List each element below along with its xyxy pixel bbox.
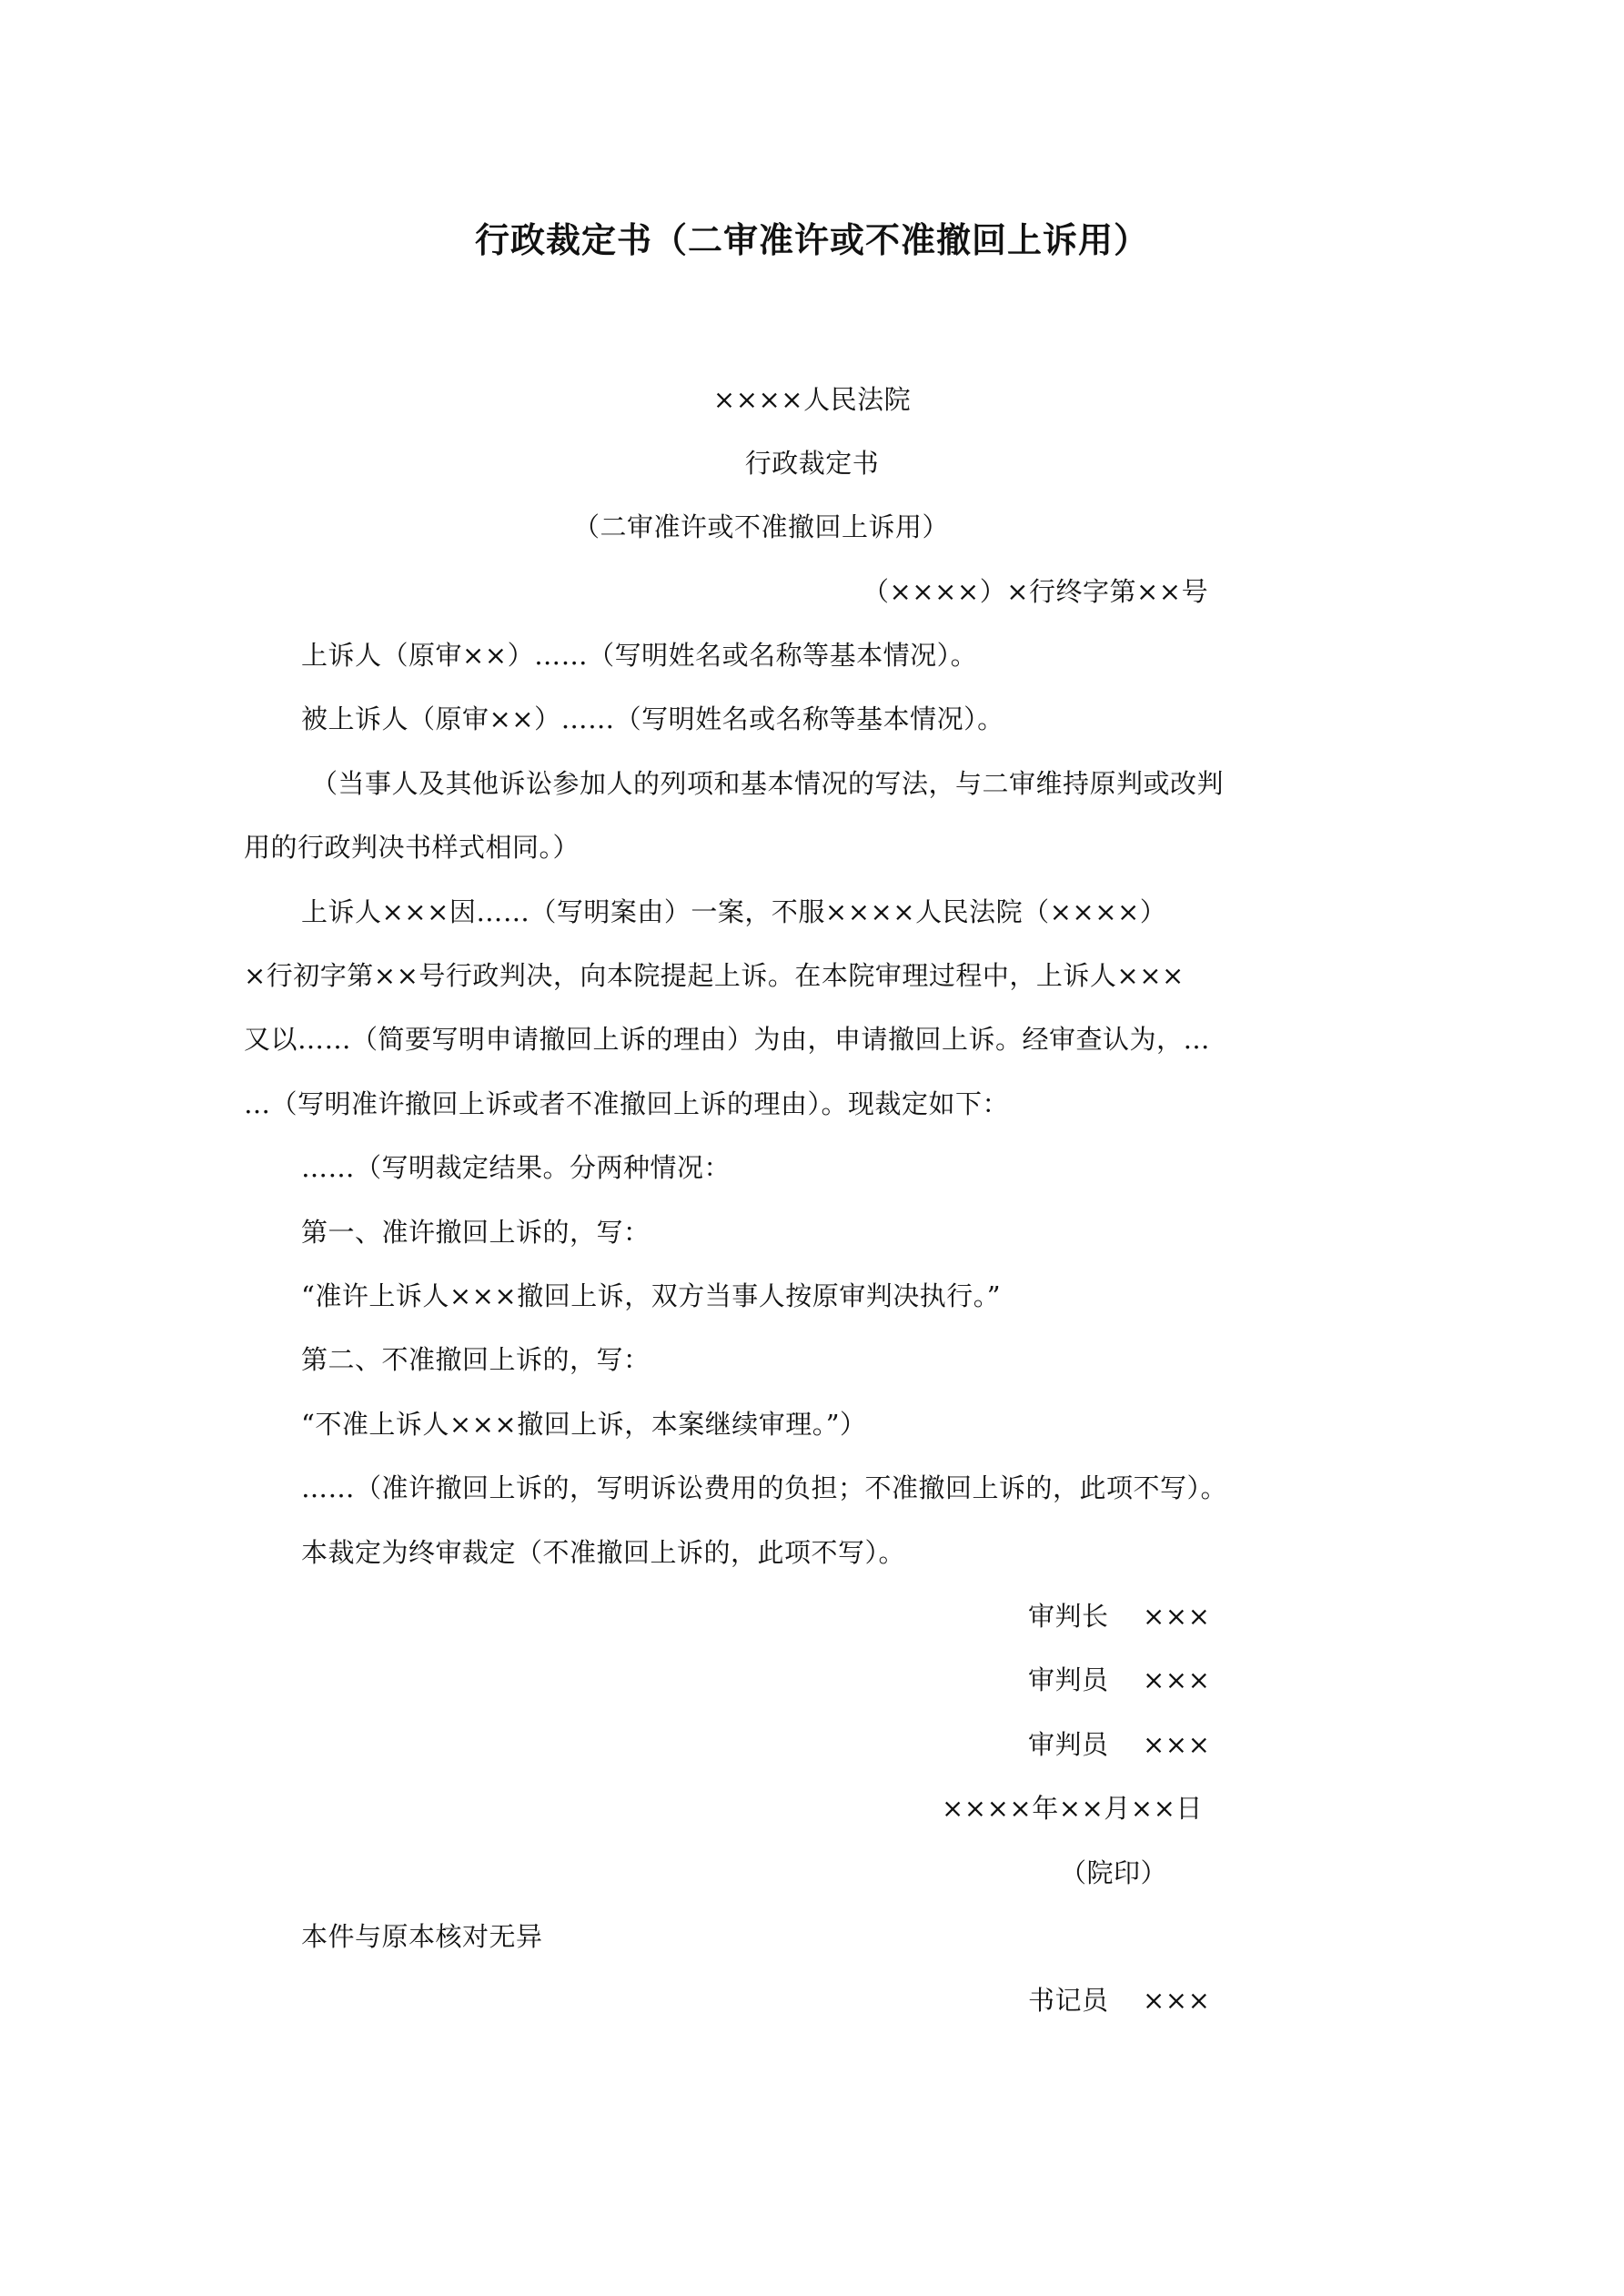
- facts-line-4: …（写明准许撤回上诉或者不准撤回上诉的理由）。现裁定如下：: [244, 1088, 1010, 1119]
- doc-usage: （二审准许或不准撤回上诉用）: [573, 511, 950, 542]
- ruling-date: ××××年××月××日: [942, 1793, 1203, 1824]
- facts-line-3: 又以……（简要写明申请撤回上诉的理由）为由，申请撤回上诉。经审查认为，…: [244, 1024, 1211, 1055]
- document-title: 行政裁定书（二审准许或不准撤回上诉用）: [474, 220, 1149, 260]
- ruling-costs: ……（准许撤回上诉的，写明诉讼费用的负担；不准撤回上诉的，此项不写）。: [301, 1472, 1228, 1503]
- ruling-intro: ……（写明裁定结果。分两种情况：: [301, 1152, 731, 1183]
- clerk-name: ×××: [1143, 1985, 1211, 2016]
- case-number: （××××）×行终字第××号: [862, 576, 1209, 607]
- ruling-finality: 本裁定为终审裁定（不准撤回上诉的，此项不写）。: [301, 1537, 906, 1568]
- appellee-line: 被上诉人（原审××）……（写明姓名或名称等基本情况）。: [301, 703, 1004, 734]
- judge-1-name: ×××: [1143, 1664, 1211, 1695]
- ruling-case-1-text: “准许上诉人×××撤回上诉，双方当事人按原审判决执行。”: [301, 1280, 1002, 1311]
- facts-line-1: 上诉人×××因……（写明案由）一案，不服××××人民法院（××××）: [301, 896, 1167, 927]
- doc-type: 行政裁定书: [744, 448, 880, 479]
- judge-2-role: 审判员: [1028, 1729, 1109, 1760]
- verification-note: 本件与原本核对无异: [301, 1921, 543, 1952]
- parties-note-line-2: 用的行政判决书样式相同。）: [244, 832, 580, 863]
- presiding-judge-role: 审判长: [1028, 1601, 1109, 1632]
- ruling-case-2-label: 第二、不准撤回上诉的，写：: [301, 1344, 651, 1375]
- facts-line-2: ×行初字第××号行政判决，向本院提起上诉。在本院审理过程中，上诉人×××: [244, 960, 1185, 991]
- judge-2-name: ×××: [1143, 1729, 1211, 1760]
- ruling-case-2-text: “不准上诉人×××撤回上诉，本案继续审理。”）: [301, 1409, 867, 1440]
- presiding-judge-name: ×××: [1143, 1601, 1211, 1632]
- appellant-line: 上诉人（原审××）……（写明姓名或名称等基本情况）。: [301, 640, 978, 671]
- parties-note-line-1: （当事人及其他诉讼参加人的列项和基本情况的写法，与二审维持原判或改判: [311, 768, 1225, 799]
- judge-1-role: 审判员: [1028, 1664, 1109, 1695]
- court-seal: （院印）: [1060, 1857, 1168, 1888]
- court-name: ××××人民法院: [712, 384, 912, 415]
- ruling-case-1-label: 第一、准许撤回上诉的，写：: [301, 1217, 651, 1248]
- clerk-role: 书记员: [1028, 1985, 1109, 2016]
